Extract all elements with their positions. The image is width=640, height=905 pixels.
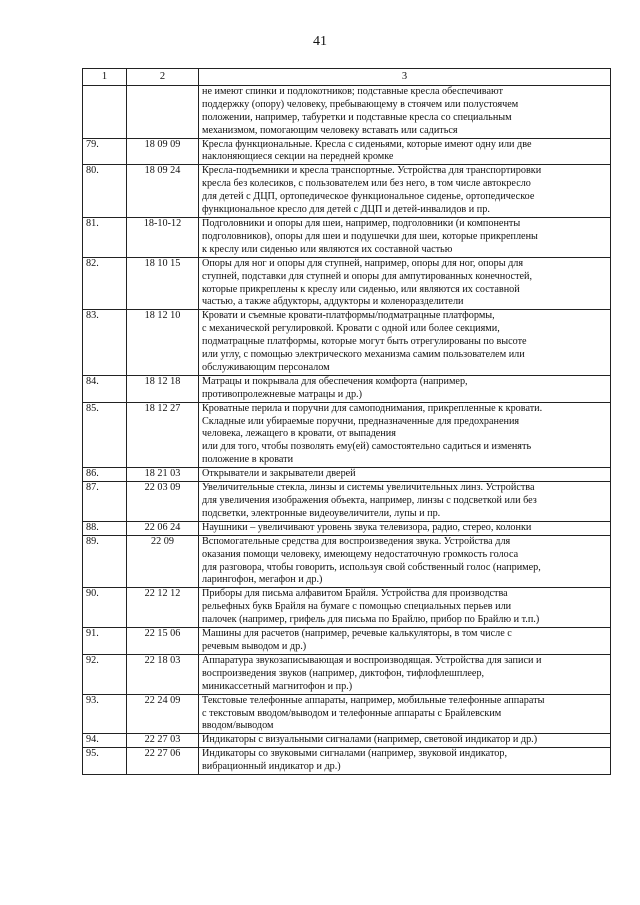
row-code: 22 03 09	[127, 482, 199, 522]
row-number: 95.	[83, 748, 127, 775]
row-description: Кресла функциональные. Кресла с сиденьями, которые имеют одну или две наклоняющиеся секции на передней кромке	[199, 138, 611, 165]
row-number: 84.	[83, 375, 127, 402]
row-code: 18 12 18	[127, 375, 199, 402]
row-description: Кроватные перила и поручни для самоподнимания, прикрепленные к кровати. Складные или убираемые поручни, предназначенные для предохранения человека, лежащего в кровати, от выпадения или для того, чтобы позволять ему(ей) самостоятельно садиться и изменять положение в кровати	[199, 402, 611, 468]
table-row	[83, 375, 611, 402]
row-description: Текстовые телефонные аппараты, например, мобильные телефонные аппараты с текстовым вводом/выводом и телефонные аппараты с Брайлевским вводом/выводом	[199, 694, 611, 734]
row-number: 94.	[83, 734, 127, 748]
table-row	[83, 257, 611, 310]
row-code: 22 12 12	[127, 588, 199, 628]
table-row	[83, 165, 611, 218]
row-description: не имеют спинки и подлокотников; подставные кресла обеспечивают поддержку (опору) человеку, пребывающему в стоячем или полустоячем положении, например, табуретки и подставные кресла со специальным механизмом, помогающим человеку вставать или садиться	[199, 85, 611, 138]
row-number: 93.	[83, 694, 127, 734]
table-row	[83, 217, 611, 257]
table-header-row	[83, 69, 611, 86]
row-code: 18 09 09	[127, 138, 199, 165]
table-row	[83, 521, 611, 535]
row-description: Увеличительные стекла, линзы и системы увеличительных линз. Устройства для увеличения изображения объекта, например, линзы с подсветкой или без подсветки, электронные видеоувеличители, лупы и пр.	[199, 482, 611, 522]
table-row	[83, 628, 611, 655]
table-row	[83, 588, 611, 628]
row-description: Индикаторы с визуальными сигналами (например, световой индикатор и др.)	[199, 734, 611, 748]
row-code: 18 21 03	[127, 468, 199, 482]
row-number: 89.	[83, 535, 127, 588]
row-number: 87.	[83, 482, 127, 522]
table-row	[83, 535, 611, 588]
page-number: 41	[313, 34, 327, 49]
row-description: Опоры для ног и опоры для ступней, например, опоры для ног, опоры для ступней, подставки для ступней и опоры для ампутированных конечностей, которые прикреплены к креслу или сиденью, или являются их составной частью, а также абдукторы, аддукторы и коленоразделители	[199, 257, 611, 310]
row-code: 22 18 03	[127, 654, 199, 694]
row-description: Приборы для письма алфавитом Брайля. Устройства для производства рельефных букв Брайля на бумаге с помощью специальных перьев или палочек (например, грифель для письма по Брайлю, прибор по Брайлю и т.п.)	[199, 588, 611, 628]
table-row	[83, 694, 611, 734]
row-number: 79.	[83, 138, 127, 165]
table-row	[83, 748, 611, 775]
equipment-table	[82, 68, 611, 775]
row-code: 22 27 06	[127, 748, 199, 775]
row-number: 81.	[83, 217, 127, 257]
row-description: Аппаратура звукозаписывающая и воспроизводящая. Устройства для записи и воспроизведения звуков (например, диктофон, тифлофлешплеер, миникассетный магнитофон и пр.)	[199, 654, 611, 694]
table-row	[83, 482, 611, 522]
row-code: 22 06 24	[127, 521, 199, 535]
row-number: 85.	[83, 402, 127, 468]
row-description: Машины для расчетов (например, речевые калькуляторы, в том числе с речевым выводом и др.)	[199, 628, 611, 655]
table-row	[83, 310, 611, 376]
row-code: 18 12 10	[127, 310, 199, 376]
row-number: 82.	[83, 257, 127, 310]
row-number: 90.	[83, 588, 127, 628]
row-code: 22 09	[127, 535, 199, 588]
row-description: Матрацы и покрывала для обеспечения комфорта (например, противопролежневые матрацы и др.)	[199, 375, 611, 402]
table-row	[83, 654, 611, 694]
row-description: Наушники – увеличивают уровень звука телевизора, радио, стерео, колонки	[199, 521, 611, 535]
table-row	[83, 468, 611, 482]
column-header-code: 2	[127, 69, 199, 86]
row-code: 22 24 09	[127, 694, 199, 734]
row-number: 80.	[83, 165, 127, 218]
row-number: 86.	[83, 468, 127, 482]
table-row	[83, 402, 611, 468]
row-number: 92.	[83, 654, 127, 694]
row-code: 18 12 27	[127, 402, 199, 468]
table-row	[83, 734, 611, 748]
row-code: 18 09 24	[127, 165, 199, 218]
row-number	[83, 85, 127, 138]
table-row	[83, 138, 611, 165]
table-row	[83, 85, 611, 138]
row-description: Индикаторы со звуковыми сигналами (например, звуковой индикатор, вибрационный индикатор и др.)	[199, 748, 611, 775]
row-code: 22 27 03	[127, 734, 199, 748]
row-code: 18 10 15	[127, 257, 199, 310]
row-description: Кресла-подъемники и кресла транспортные. Устройства для транспортировки кресла без колесиков, с пользователем или без него, в том числе автокресло для детей с ДЦП, ортопедическое функциональное сиденье, ортопедическое функциональное кресло для детей с ДЦП и детей-инвалидов и пр.	[199, 165, 611, 218]
row-description: Вспомогательные средства для воспроизведения звука. Устройства для оказания помощи человеку, имеющему недостаточную громкость голоса для разговора, чтобы говорить, используя свой собственный голос (например, ларингофон, мегафон и др.)	[199, 535, 611, 588]
row-description: Кровати и съемные кровати-платформы/подматрацные платформы, с механической регулировкой. Кровати с одной или более секциями, подматрацные платформы, которые могут быть отрегулированы по высоте или углу, с помощью электрического механизма самим пользователем или обслуживающим персоналом	[199, 310, 611, 376]
row-description: Открыватели и закрыватели дверей	[199, 468, 611, 482]
row-number: 83.	[83, 310, 127, 376]
row-number: 91.	[83, 628, 127, 655]
row-code	[127, 85, 199, 138]
column-header-description: 3	[199, 69, 611, 86]
column-header-number: 1	[83, 69, 127, 86]
row-code: 22 15 06	[127, 628, 199, 655]
row-code: 18-10-12	[127, 217, 199, 257]
row-number: 88.	[83, 521, 127, 535]
row-description: Подголовники и опоры для шеи, например, подголовники (и компоненты подголовников), опоры для шеи и подушечки для шеи, которые прикреплены к креслу или сиденью или являются их составной частью	[199, 217, 611, 257]
